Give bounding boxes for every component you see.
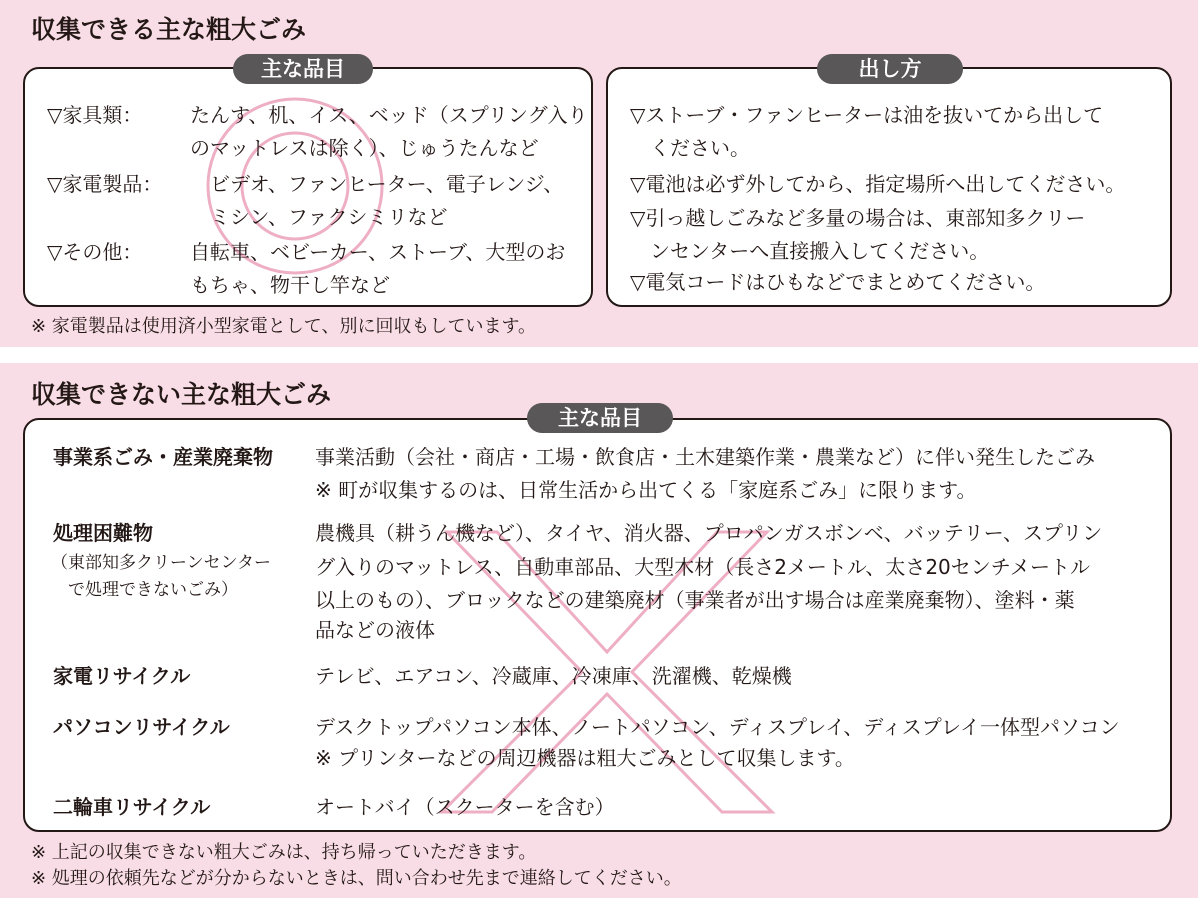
row-text: ※ 町が収集するのは、日常生活から出てくる「家庭系ごみ」に限ります。 <box>315 478 977 502</box>
row-text: 農機具（耕うん機など）、タイヤ、消火器、プロパンガスボンベ、バッテリー、スプリン <box>315 521 1103 545</box>
item-label: ▽家電製品： <box>47 172 163 196</box>
item-text: たんす、机、イス、ベッド（スプリング入り <box>190 103 588 127</box>
row-sub-text: で処理できないごみ） <box>51 580 238 600</box>
main-items-header: 主な品目 <box>233 54 373 84</box>
row-text: 事業活動（会社・商店・工場・飲食店・土木建築作業・農業など）に伴い発生したごみ <box>315 445 1095 469</box>
row-sub-text: （東部知多クリーンセンター <box>51 553 271 573</box>
item-text: ビデオ、ファンヒーター、電子レンジ、 <box>210 172 564 196</box>
list-item-others <box>47 236 587 302</box>
row-text: グ入りのマットレス、自動車部品、大型木材（長さ2メートル、太さ20センチメートル <box>315 555 1090 579</box>
contact-note: ※ 処理の依頼先などが分からないときは、問い合わせ先まで連絡してください。 <box>31 868 682 889</box>
item-text: ミシン、ファクシミリなど <box>210 205 448 229</box>
list-item-furniture <box>47 99 587 165</box>
row-text: テレビ、エアコン、冷蔵庫、冷凍庫、洗濯機、乾燥機 <box>315 664 792 688</box>
row-label-hard-to-process: 処理困難物 <box>53 521 153 545</box>
non-collectable-items-box <box>23 418 1172 832</box>
bullet-text: ▽ストーブ・ファンヒーターは油を抜いてから出して <box>630 103 1104 127</box>
appliance-recycling-note: ※ 家電製品は使用済小型家電として、別に回収もしています。 <box>31 316 537 337</box>
bullet-text: ▽電気コードはひもなどでまとめてください。 <box>630 270 1046 294</box>
non-collectable-section-title: 収集できない主な粗大ごみ <box>31 380 332 409</box>
list-item-appliances <box>47 168 587 234</box>
row-label-appliance-recycling: 家電リサイクル <box>53 664 191 688</box>
item-label: ▽その他： <box>47 240 143 264</box>
row-text: 以上のもの）、ブロックなどの建築廃材（事業者が出す場合は産業廃棄物）、塗料・薬 <box>315 588 1075 612</box>
row-label-pc-recycling: パソコンリサイクル <box>53 715 230 739</box>
collectable-section-title: 収集できる主な粗大ごみ <box>31 15 307 44</box>
item-text: もちゃ、物干し竿など <box>190 273 390 297</box>
row-text: 品などの液体 <box>315 618 435 642</box>
bullet-text: ▽電池は必ず外してから、指定場所へ出してください。 <box>630 172 1126 196</box>
row-text: オートバイ（スクーターを含む） <box>315 795 615 819</box>
bullet-text: ▽引っ越しごみなど多量の場合は、東部知多クリー <box>630 206 1086 230</box>
item-text: のマットレスは除く）、じゅうたんなど <box>190 136 539 160</box>
row-label-motorcycle-recycling: 二輪車リサイクル <box>53 795 211 819</box>
disposal-method-header: 出し方 <box>817 54 963 84</box>
take-back-note: ※ 上記の収集できない粗大ごみは、持ち帰っていただきます。 <box>31 842 537 863</box>
row-text: ※ プリンターなどの周辺機器は粗大ごみとして収集します。 <box>315 746 855 770</box>
row-text: デスクトップパソコン本体、ノートパソコン、ディスプレイ、ディスプレイ一体型パソコン <box>315 715 1120 739</box>
main-items-box <box>23 67 593 307</box>
bullet-text: ください。 <box>630 136 750 160</box>
item-label: ▽家具類： <box>47 103 143 127</box>
row-label-business-waste: 事業系ごみ・産業廃棄物 <box>53 445 273 469</box>
bullet-text: ンセンターへ直接搬入してください。 <box>630 239 990 263</box>
disposal-method-box <box>606 67 1172 307</box>
non-collectable-items-header: 主な品目 <box>527 403 673 433</box>
item-text: 自転車、ベビーカー、ストーブ、大型のお <box>190 240 566 264</box>
